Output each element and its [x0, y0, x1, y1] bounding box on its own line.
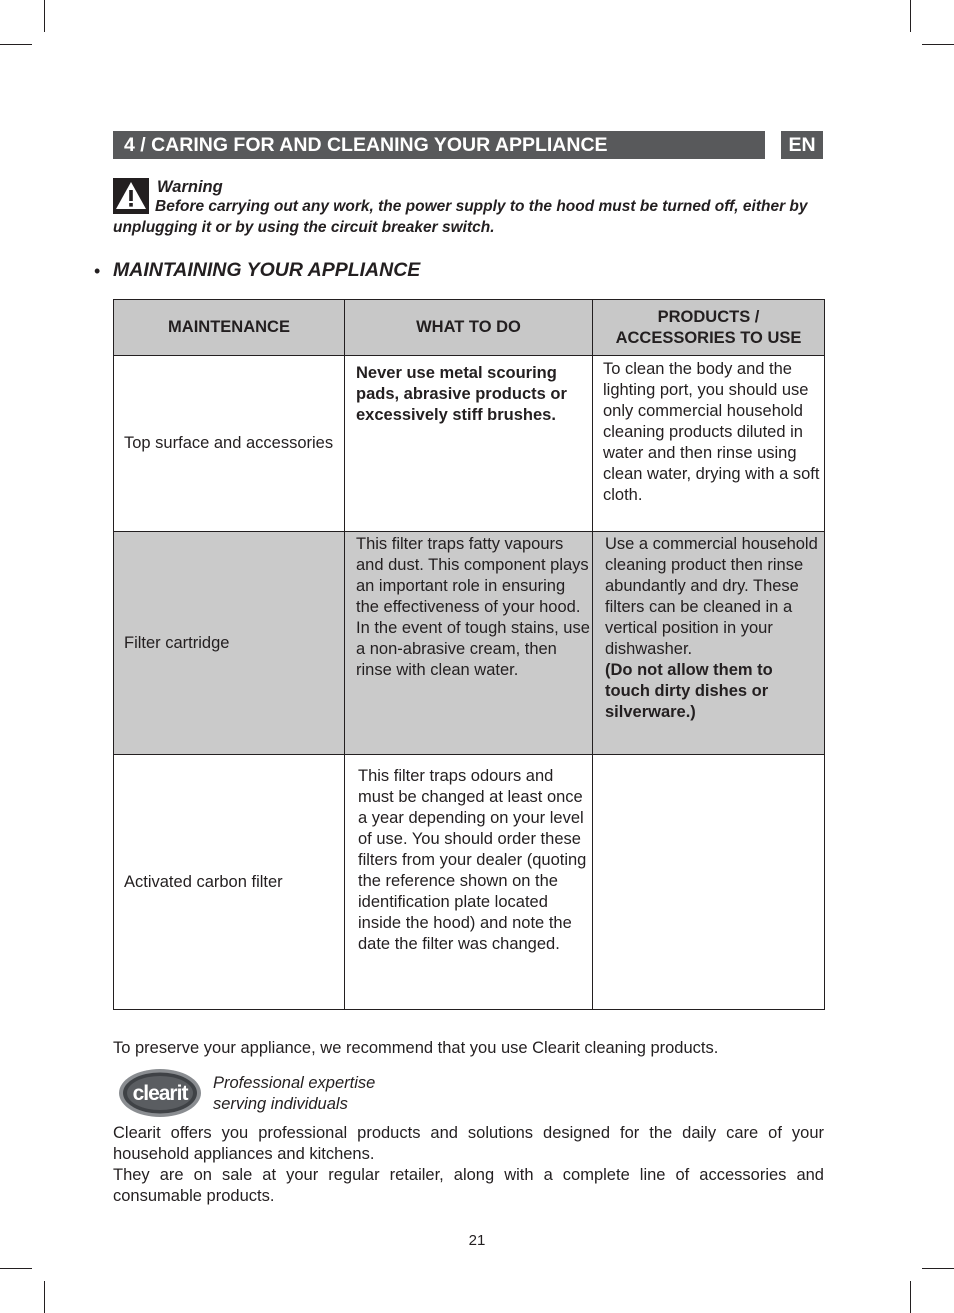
maintenance-cell: Top surface and accessories [114, 356, 345, 532]
clearit-paragraph: They are on sale at your regular retailer, along with a complete line of accessories and consumable products. [113, 1166, 824, 1205]
products-cell [593, 755, 825, 1010]
what-to-do-cell: This filter traps fatty vapours and dust. This component plays an important role in ensuring the effectiveness of your hood. In the event of tough stains, use a non-abrasive cream, then rinse with clean water. [345, 532, 593, 755]
crop-mark [0, 44, 32, 45]
maintenance-cell: Activated carbon filter [114, 755, 345, 1010]
recommend-text: To preserve your appliance, we recommend that you use Clearit cleaning products. [113, 1039, 719, 1057]
table-row [114, 532, 825, 755]
products-text: Use a commercial household cleaning product then rinse abundantly and dry. These filters can be cleaned in a vertical position in your dishwasher. [605, 535, 818, 658]
products-note: (Do not allow them to touch dirty dishes or silverware.) [605, 661, 773, 721]
crop-mark [44, 1281, 45, 1313]
maintenance-table [113, 299, 825, 1010]
table-header-row [114, 300, 825, 356]
crop-mark [910, 1281, 911, 1313]
crop-mark [910, 0, 911, 32]
clearit-logo [118, 1068, 202, 1118]
crop-mark [0, 1268, 32, 1269]
products-cell [593, 532, 825, 755]
tagline-line: serving individuals [213, 1095, 348, 1113]
clearit-paragraph: Clearit offers you professional products and solutions designed for the daily care of your household appliances and kitchens. [113, 1124, 824, 1163]
table-row [114, 356, 825, 532]
what-to-do-cell: This filter traps odours and must be changed at least once a year depending on your level of use. You should order these filters from your dealer (quoting the reference shown on the identification plate located inside the hood) and note the date the filter was changed. [345, 755, 593, 1010]
tagline-line: Professional expertise [213, 1074, 376, 1092]
column-header-what-to-do: WHAT TO DO [345, 300, 593, 356]
table-row [114, 755, 825, 1010]
products-cell: To clean the body and the lighting port, you should use only commercial household cleaning products diluted in water and then rinse using clean water, drying with a soft cloth. [593, 356, 825, 532]
column-header-maintenance: MAINTENANCE [114, 300, 345, 356]
crop-mark [922, 44, 954, 45]
crop-mark [44, 0, 45, 32]
page-number: 21 [468, 1232, 486, 1249]
maintenance-cell: Filter cartridge [114, 532, 345, 755]
bullet-icon: • [94, 261, 101, 281]
language-badge: EN [781, 131, 823, 159]
column-header-products: PRODUCTS / ACCESSORIES TO USE [593, 300, 825, 356]
warning-text: Before carrying out any work, the power supply to the hood must be turned off, either by unplugging it or by using the circuit breaker switch. [113, 198, 808, 236]
crop-mark [922, 1268, 954, 1269]
logo-tagline [213, 1073, 375, 1115]
svg-text:clearit: clearit [132, 1082, 188, 1105]
chapter-title: 4 / CARING FOR AND CLEANING YOUR APPLIANCE [113, 131, 765, 159]
what-to-do-cell: Never use metal scouring pads, abrasive products or excessively stiff brushes. [345, 356, 593, 532]
section-title: MAINTAINING YOUR APPLIANCE [113, 259, 421, 281]
warning-title: Warning [157, 178, 223, 196]
